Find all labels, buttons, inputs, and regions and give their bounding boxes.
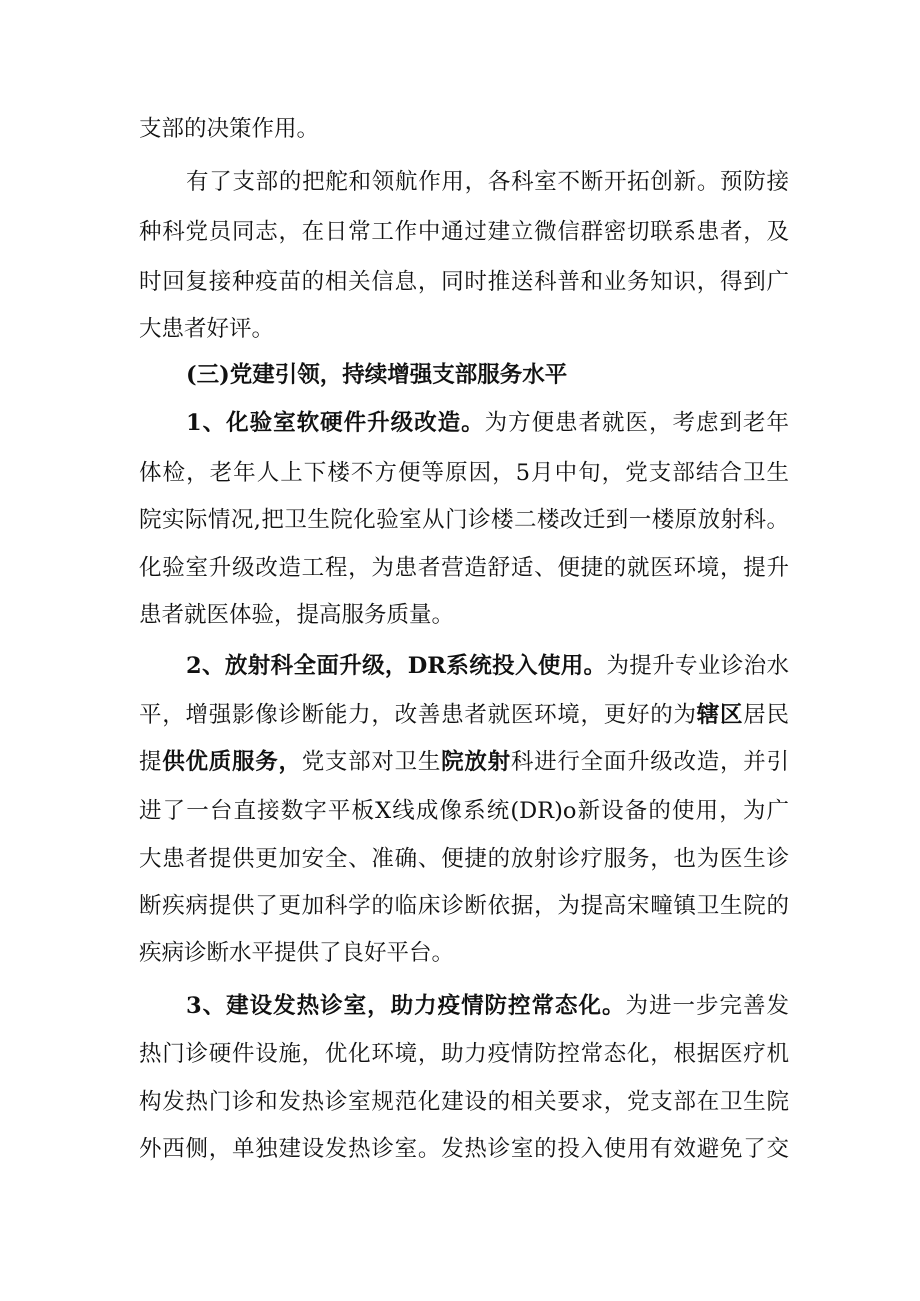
text-line: 患者就医体验，提高服务质量。 bbox=[139, 602, 455, 628]
text-run: 平，增强影像诊断能力，改善患者就医环境，更好的为 bbox=[139, 702, 697, 728]
text-line: 大患者提供更加安全、准确、便捷的放射诊疗服务，也为医生诊 bbox=[139, 846, 789, 872]
text-run: 党支部对卫生 bbox=[301, 749, 442, 775]
text-line: 化验室升级改造工程，为患者营造舒适、便捷的就医环境，提升 bbox=[139, 555, 789, 581]
text-line: 支部的决策作用。 bbox=[139, 116, 320, 142]
text-line bbox=[186, 651, 789, 681]
text-run: 科进行全面升级改造，并引 bbox=[510, 749, 789, 775]
text-run: 为方便患者就医，考虑到老年 bbox=[484, 410, 789, 436]
text-line: 外西侧，单独建设发热诊室。发热诊室的投入使用有效避免了交 bbox=[139, 1136, 789, 1162]
text-line: 种科党员同志，在日常工作中通过建立微信群密切联系患者，及 bbox=[139, 219, 789, 245]
text-line bbox=[186, 408, 789, 438]
text-line: 院实际情况,把卫生院化验室从门诊楼二楼改迁到一楼原放射科。 bbox=[139, 507, 789, 533]
text-line: 进了一台直接数字平板X线成像系统(DR)o新设备的使用，为广 bbox=[139, 798, 789, 824]
text-line bbox=[139, 700, 789, 730]
text-run: 为提升专业诊治水 bbox=[606, 653, 789, 679]
text-line: 热门诊硬件设施，优化环境，助力疫情防控常态化，根据医疗机 bbox=[139, 1041, 789, 1067]
text-line bbox=[186, 991, 789, 1021]
paragraph-lead: 1、化验室软硬件升级改造。 bbox=[186, 410, 485, 436]
text-run-bold: 供优质服务， bbox=[162, 749, 302, 775]
text-run: 为进一步完善发 bbox=[625, 993, 789, 1019]
text-line: 构发热门诊和发热诊室规范化建设的相关要求，党支部在卫生院 bbox=[139, 1089, 789, 1115]
text-run: 居民 bbox=[743, 702, 789, 728]
text-run: 提 bbox=[139, 749, 163, 775]
text-line: 断疾病提供了更加科学的临床诊断依据，为提高宋疃镇卫生院的 bbox=[139, 893, 789, 919]
paragraph-lead: 2、放射科全面升级，DR系统投入使用。 bbox=[186, 653, 607, 679]
text-line: 有了支部的把舵和领航作用，各科室不断开拓创新。预防接 bbox=[186, 169, 789, 195]
section-heading: (三)党建引领，持续增强支部服务水平 bbox=[186, 362, 568, 388]
text-line bbox=[139, 747, 789, 777]
text-line: 疾病诊断水平提供了良好平台。 bbox=[139, 940, 455, 966]
text-line: 时回复接种疫苗的相关信息，同时推送科普和业务知识，得到广 bbox=[139, 269, 789, 295]
text-line: 体检，老年人上下楼不方便等原因，5月中旬，党支部结合卫生 bbox=[139, 460, 789, 486]
text-line: 大患者好评。 bbox=[139, 316, 275, 342]
text-run-bold: 院放射 bbox=[441, 749, 511, 775]
text-run-bold: 辖区 bbox=[696, 702, 744, 728]
paragraph-lead: 3、建设发热诊室，助力疫情防控常态化。 bbox=[186, 993, 626, 1019]
